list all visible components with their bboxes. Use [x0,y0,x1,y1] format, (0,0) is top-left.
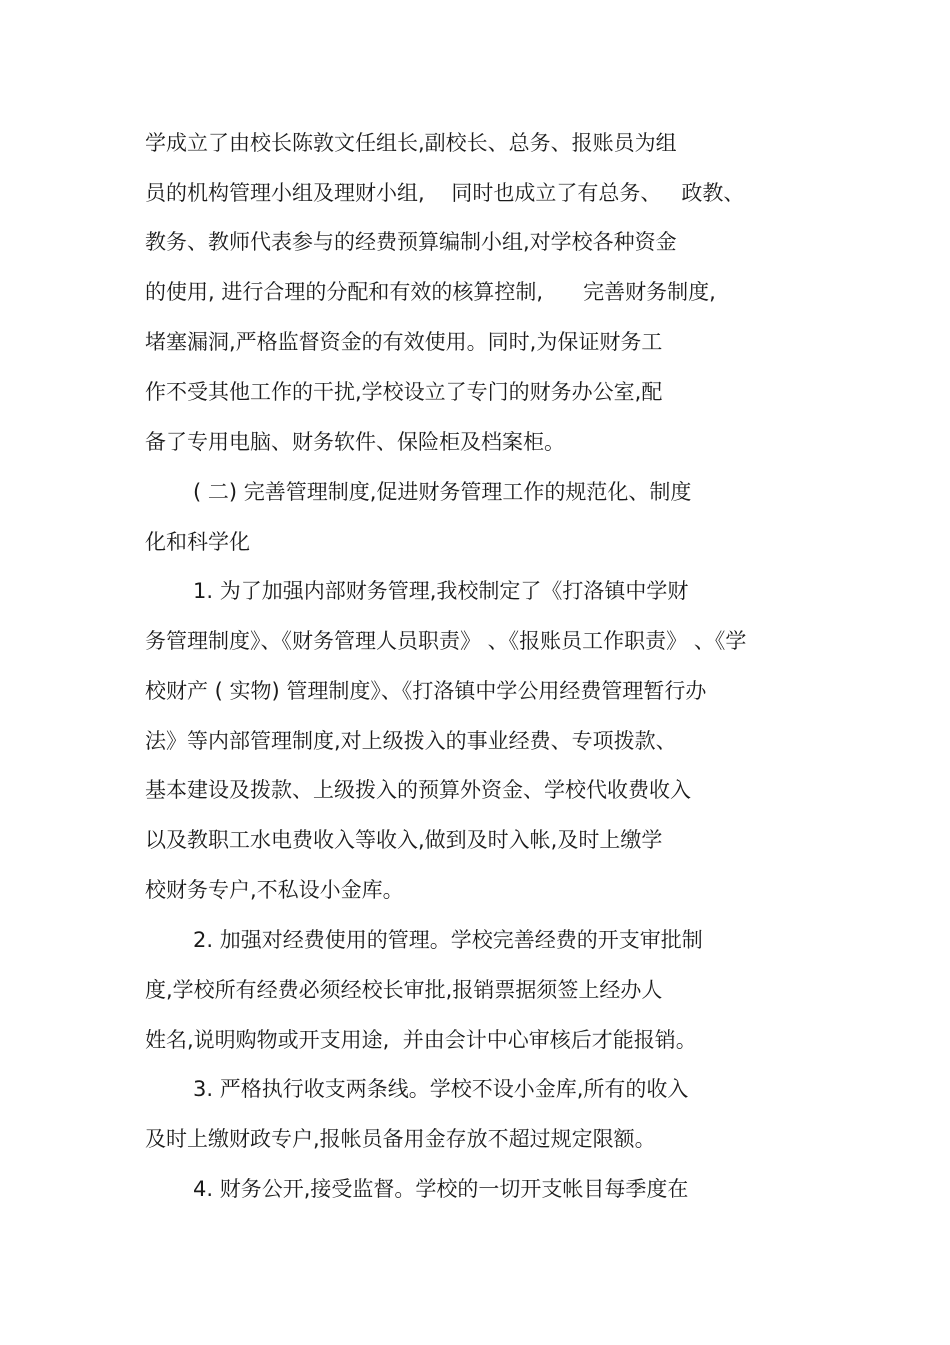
paragraph-line: 教务、教师代表参与的经费预算编制小组,对学校各种资金 [145,230,677,254]
paragraph-line: 的使用, 进行合理的分配和有效的核算控制, 完善财务制度, [145,280,716,304]
paragraph-line: 备了专用电脑、财务软件、保险柜及档案柜。 [145,430,565,454]
paragraph-line: 4. 财务公开,接受监督。学校的一切开支帐目每季度在 [193,1177,689,1201]
paragraph-line: 以及教职工水电费收入等收入,做到及时入帐,及时上缴学 [145,828,663,852]
paragraph-line: 度,学校所有经费必须经校长审批,报销票据须签上经办人 [145,978,663,1002]
paragraph-line: 法》等内部管理制度,对上级拨入的事业经费、专项拨款、 [145,729,677,753]
paragraph-line: 及时上缴财政专户,报帐员备用金存放不超过规定限额。 [145,1127,656,1151]
paragraph-line: 校财务专户,不私设小金库。 [145,878,404,902]
paragraph-line: 务管理制度》、《财务管理人员职责》 、《报账员工作职责》 、《学 [145,629,747,653]
paragraph-line: 3. 严格执行收支两条线。学校不设小金库,所有的收入 [193,1077,689,1101]
paragraph-line: 基本建设及拨款、上级拨入的预算外资金、学校代收费收入 [145,778,691,802]
paragraph-line: 员的机构管理小组及理财小组, 同时也成立了有总务、 政教、 [145,181,745,205]
section-heading-line: 化和科学化 [145,530,250,554]
paragraph-line: 2. 加强对经费使用的管理。学校完善经费的开支审批制 [193,928,703,952]
section-heading-line: ( 二) 完善管理制度,促进财务管理工作的规范化、制度 [193,480,692,504]
paragraph-line: 作不受其他工作的干扰,学校设立了专门的财务办公室,配 [145,380,663,404]
paragraph-line: 校财产 ( 实物) 管理制度》、《打洛镇中学公用经费管理暂行办 [145,679,707,703]
paragraph-line: 1. 为了加强内部财务管理,我校制定了《打洛镇中学财 [193,579,689,603]
paragraph-line: 姓名,说明购物或开支用途, 并由会计中心审核后才能报销。 [145,1028,697,1052]
paragraph-line: 堵塞漏洞,严格监督资金的有效使用。同时,为保证财务工 [145,330,663,354]
paragraph-line: 学成立了由校长陈敦文任组长,副校长、总务、报账员为组 [145,131,677,155]
